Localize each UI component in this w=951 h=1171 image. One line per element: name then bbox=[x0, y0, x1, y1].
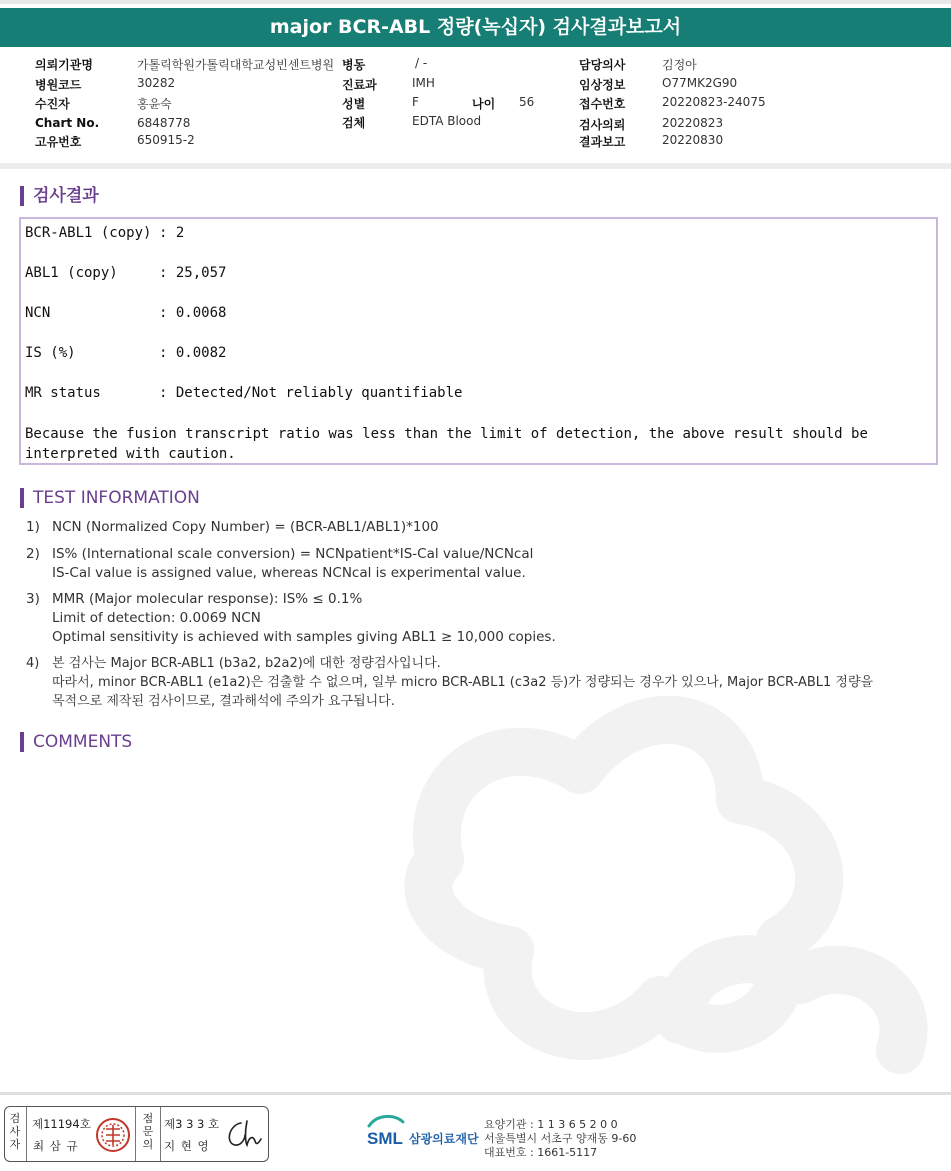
header-value: IMH bbox=[412, 76, 435, 90]
age-label: 나이 bbox=[472, 97, 496, 111]
header-value: 20220823-24075 bbox=[662, 95, 766, 109]
item-line: IS% (International scale conversion) = NCNpatient*IS-Cal value/NCNcal bbox=[52, 546, 534, 562]
inspector-license: 제11194호 bbox=[32, 1117, 91, 1131]
header-label: 임상정보 bbox=[579, 78, 626, 92]
inspector-name: 최 삼 규 bbox=[33, 1139, 79, 1153]
header-label: 검사의뢰 bbox=[579, 118, 626, 132]
header-label: 병동 bbox=[342, 58, 366, 72]
vertical-label-char: 문 bbox=[142, 1125, 154, 1138]
result-key: BCR-ABL1 (copy) bbox=[25, 225, 152, 241]
reviewer-name: 지 현 영 bbox=[164, 1139, 210, 1153]
result-key: NCN bbox=[25, 305, 51, 321]
header-value: 650915-2 bbox=[137, 133, 195, 147]
header-label: 병원코드 bbox=[35, 78, 82, 92]
header-label: 성별 bbox=[342, 97, 366, 111]
result-sep: : bbox=[159, 385, 168, 401]
result-row bbox=[25, 225, 184, 241]
test-info-section-title: TEST INFORMATION bbox=[20, 488, 200, 508]
signature-box bbox=[4, 1106, 269, 1162]
result-row bbox=[25, 385, 462, 401]
result-sep: : bbox=[159, 225, 168, 241]
test-info-item bbox=[26, 545, 533, 583]
result-sep: : bbox=[159, 265, 168, 281]
results-box bbox=[19, 217, 938, 465]
reviewer-label-cell bbox=[135, 1107, 161, 1161]
top-rule bbox=[0, 0, 951, 4]
item-number: 1) bbox=[26, 519, 40, 535]
results-section-title: 검사결과 bbox=[20, 186, 99, 206]
header-value: 30282 bbox=[137, 76, 176, 90]
item-number: 3) bbox=[26, 591, 40, 607]
item-line: 본 검사는 Major BCR-ABL1 (b3a2, b2a2)에 대한 정량검사입니다. bbox=[52, 656, 441, 671]
header-label: 고유번호 bbox=[35, 135, 82, 149]
reviewer-license: 제3 3 3 호 bbox=[164, 1117, 220, 1131]
header-label: 접수번호 bbox=[579, 97, 626, 111]
signature-mark-icon bbox=[223, 1117, 263, 1151]
header-label: 진료과 bbox=[342, 78, 377, 92]
header-value: EDTA Blood bbox=[412, 114, 482, 128]
header-label: Chart No. bbox=[35, 116, 100, 130]
result-value: 0.0082 bbox=[175, 345, 227, 361]
vertical-label-char: 사 bbox=[9, 1125, 21, 1138]
header-value: F bbox=[412, 95, 419, 109]
footer-divider bbox=[0, 1092, 951, 1095]
result-value: 0.0068 bbox=[175, 305, 227, 321]
item-line: NCN (Normalized Copy Number) = (BCR-ABL1/ABL1)*100 bbox=[52, 519, 439, 535]
result-value: Detected/Not reliably quantifiable bbox=[175, 385, 463, 401]
item-number: 2) bbox=[26, 546, 40, 562]
address: 서울특별시 서초구 양재동 9-60 bbox=[484, 1132, 637, 1145]
vertical-label-char: 의 bbox=[142, 1138, 154, 1151]
item-number: 4) bbox=[26, 656, 40, 671]
age-value: 56 bbox=[519, 95, 535, 109]
result-key: ABL1 (copy) bbox=[25, 265, 118, 281]
result-sep: : bbox=[159, 345, 168, 361]
result-value: 2 bbox=[175, 225, 185, 241]
seal-stamp-icon bbox=[95, 1117, 131, 1153]
header-value: 김정아 bbox=[662, 58, 697, 72]
logo-text: SML bbox=[367, 1129, 403, 1148]
item-line: Limit of detection: 0.0069 NCN bbox=[52, 610, 261, 626]
patient-header bbox=[0, 47, 951, 166]
header-label: 수진자 bbox=[35, 97, 70, 111]
report-title: major BCR-ABL 정량(녹십자) 검사결과보고서 bbox=[0, 8, 951, 47]
header-label: 담당의사 bbox=[579, 58, 626, 72]
item-line: Optimal sensitivity is achieved with samples giving ABL1 ≥ 10,000 copies. bbox=[52, 629, 556, 645]
result-sep: : bbox=[159, 305, 168, 321]
result-row bbox=[25, 265, 226, 281]
vertical-label-char: 점 bbox=[142, 1112, 154, 1125]
result-caution-note: Because the fusion transcript ratio was less than the limit of detection, the above result should be interpreted with caution. bbox=[25, 426, 868, 462]
item-line: 따라서, minor BCR-ABL1 (e1a2)은 검출할 수 없으며, 일부 micro BCR-ABL1 (c3a2 등)가 정량되는 경우가 있으나, Major BCR-ABL1 정량을 bbox=[52, 675, 874, 690]
care-code: 요양기관 : 1 1 3 6 5 2 0 0 bbox=[484, 1118, 618, 1131]
result-key: MR status bbox=[25, 385, 101, 401]
test-info-item bbox=[26, 518, 439, 537]
result-value: 25,057 bbox=[175, 265, 227, 281]
organization-name: 삼광의료재단 bbox=[409, 1132, 479, 1146]
result-row bbox=[25, 345, 226, 361]
inspector-label-cell bbox=[5, 1107, 27, 1161]
item-line: 목적으로 제작된 검사이므로, 결과해석에 주의가 요구됩니다. bbox=[52, 694, 395, 709]
header-value: 가톨릭학원가톨릭대학교성빈센트병원 bbox=[137, 58, 335, 72]
vertical-label-char: 자 bbox=[9, 1138, 21, 1151]
header-value: 20220823 bbox=[662, 116, 724, 130]
test-info-item bbox=[26, 590, 556, 647]
test-info-item bbox=[26, 654, 873, 711]
comments-section-title: COMMENTS bbox=[20, 732, 132, 752]
header-value: 6848778 bbox=[137, 116, 191, 130]
header-divider bbox=[0, 163, 951, 169]
header-value: / - bbox=[415, 56, 428, 70]
header-value: 홍윤숙 bbox=[137, 97, 172, 111]
result-key: IS (%) bbox=[25, 345, 76, 361]
result-row bbox=[25, 305, 226, 321]
phone-number: 대표번호 : 1661-5117 bbox=[484, 1146, 598, 1159]
item-line: MMR (Major molecular response): IS% ≤ 0.1% bbox=[52, 591, 363, 607]
header-label: 결과보고 bbox=[579, 135, 626, 149]
vertical-label-char: 검 bbox=[9, 1112, 21, 1125]
header-label: 검체 bbox=[342, 116, 366, 130]
header-value: 20220830 bbox=[662, 133, 724, 147]
item-line: IS-Cal value is assigned value, whereas NCNcal is experimental value. bbox=[52, 565, 526, 581]
header-value: O77MK2G90 bbox=[662, 76, 738, 90]
header-label: 의뢰기관명 bbox=[35, 58, 93, 72]
